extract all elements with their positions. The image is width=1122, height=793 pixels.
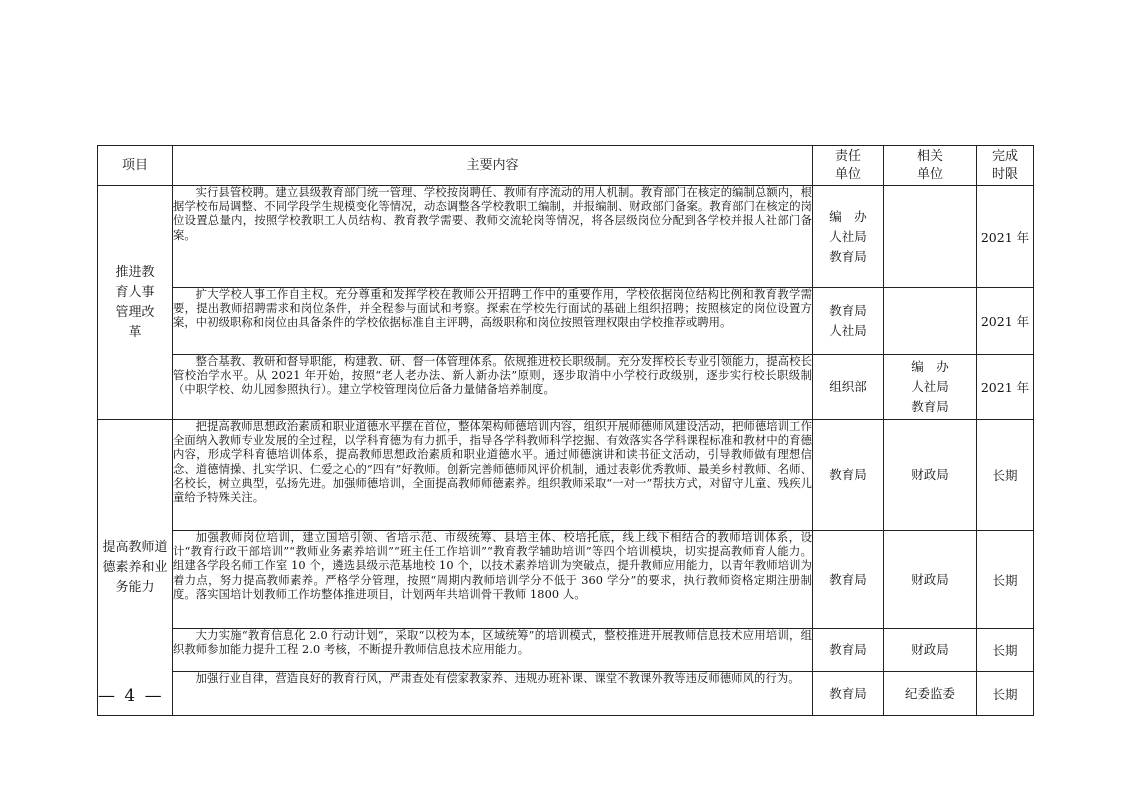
content-cell: 加强行业自律，营造良好的教育行风，严肃查处有偿家教家养、违规办班补课、课堂不教课外教等违反师德师风的行为。	[173, 672, 813, 716]
deadline-cell: 2021 年	[977, 186, 1034, 288]
deadline-cell: 长期	[977, 531, 1034, 629]
responsible-cell: 教育局	[813, 629, 884, 672]
table-row	[98, 531, 1034, 629]
table-row	[98, 288, 1034, 355]
header-deadline: 完成 时限	[977, 146, 1034, 186]
responsible-cell: 教育局	[813, 420, 884, 531]
table-row	[98, 420, 1034, 531]
deadline-cell: 2021 年	[977, 355, 1034, 420]
deadline-cell: 长期	[977, 629, 1034, 672]
table-row	[98, 672, 1034, 716]
table-header-row	[98, 146, 1034, 186]
header-content: 主要内容	[173, 146, 813, 186]
related-cell	[884, 186, 977, 288]
policy-table	[97, 145, 1034, 716]
deadline-cell: 长期	[977, 420, 1034, 531]
content-cell: 整合基教、教研和督导职能，构建教、研、督一体管理体系。依规推进校长职级制。充分发挥校长专业引领能力，提高校长管校治学水平。从 2021 年开始，按照“老人老办法、新人新办法”原则，逐步取消中小学校行政级别，逐步实行校长职级制（中职学校、幼儿园参照执行）。建立学校管理岗位后备力量储备培养制度。	[173, 355, 813, 420]
content-cell: 把提高教师思想政治素质和职业道德水平摆在首位，整体架构师德培训内容，组织开展师德师风建设活动，把师德培训工作全面纳入教师专业发展的全过程，以学科育德为有力抓手，指导各学科教师科学挖掘、有效落实各学科课程标准和教材中的育德内容，形成学科育德培训体系，提高教师思想政治素质和职业道德水平。通过师德演讲和读书征文活动，引导教师做有理想信念、道德情操、扎实学识、仁爱之心的“四有”好教师。创新完善师德师风评价机制，通过表彰优秀教师、最美乡村教师、名师、名校长，树立典型，弘扬先进。加强师德培训，全面提高教师师德素养。组织教师采取“一对一”帮扶方式，对留守儿童、残疾儿童给予特殊关注。	[173, 420, 813, 531]
header-project: 项目	[98, 146, 173, 186]
responsible-cell: 教育局	[813, 531, 884, 629]
related-cell: 纪委监委	[884, 672, 977, 716]
content-cell: 大力实施“教育信息化 2.0 行动计划”，采取“以校为本，区域统筹”的培训模式，整校推进开展教师信息技术应用培训，组织教师参加能力提升工程 2.0 考核，不断提升教师信息技术应用能力。	[173, 629, 813, 672]
related-cell	[884, 288, 977, 355]
header-related: 相关 单位	[884, 146, 977, 186]
content-cell: 扩大学校人事工作自主权。充分尊重和发挥学校在教师公开招聘工作中的重要作用，学校依据岗位结构比例和教育教学需要，提出教师招聘需求和岗位条件，并全程参与面试和考察。探索在学校先行面试的基础上组织招聘；按照核定的岗位设置方案，中初级职称和岗位由具备条件的学校依据标准自主评聘，高级职称和岗位按照管理权限由学校推荐或聘用。	[173, 288, 813, 355]
responsible-cell: 教育局	[813, 672, 884, 716]
project-cell-personnel-reform: 推进教育人事管理改革	[98, 186, 173, 420]
header-responsible: 责任 单位	[813, 146, 884, 186]
related-cell: 编 办 人社局 教育局	[884, 355, 977, 420]
content-cell: 加强教师岗位培训，建立国培引领、省培示范、市级统筹、县培主体、校培托底，线上线下相结合的教师培训体系，设计“教育行政干部培训”“教师业务素养培训”“班主任工作培训”“教育教学辅助培训”等四个培训模块，切实提高教师育人能力。组建各学段名师工作室 10 个，遴选县级示范基地校 10 个，以技术素养培训为突破点，提升教师应用能力，以青年教师培训为着力点，努力提高教师素养。严格学分管理，按照“周期内教师培训学分不低于 360 学分”的要求，执行教师资格定期注册制度。落实国培计划教师工作坊整体推进项目，计划两年共培训骨干教师 1800 人。	[173, 531, 813, 629]
responsible-cell: 编 办 人社局 教育局	[813, 186, 884, 288]
table-row	[98, 629, 1034, 672]
responsible-cell: 教育局 人社局	[813, 288, 884, 355]
related-cell: 财政局	[884, 420, 977, 531]
responsible-cell: 组织部	[813, 355, 884, 420]
deadline-cell: 长期	[977, 672, 1034, 716]
project-cell-teacher-ethics: 提高教师道德素养和业务能力	[98, 420, 173, 716]
table-row	[98, 186, 1034, 288]
deadline-cell: 2021 年	[977, 288, 1034, 355]
related-cell: 财政局	[884, 531, 977, 629]
page-number: — 4 —	[98, 686, 164, 706]
content-cell: 实行县管校聘。建立县级教育部门统一管理、学校按岗聘任、教师有序流动的用人机制。教育部门在核定的编制总额内，根据学校布局调整、不同学段学生规模变化等情况，动态调整各学校教职工编制，并报编制、财政部门备案。教育部门在核定的岗位设置总量内，按照学校教职工人员结构、教育教学需要、教师交流轮岗等情况，将各层级岗位分配到各学校并报人社部门备案。	[173, 186, 813, 288]
related-cell: 财政局	[884, 629, 977, 672]
table-row	[98, 355, 1034, 420]
